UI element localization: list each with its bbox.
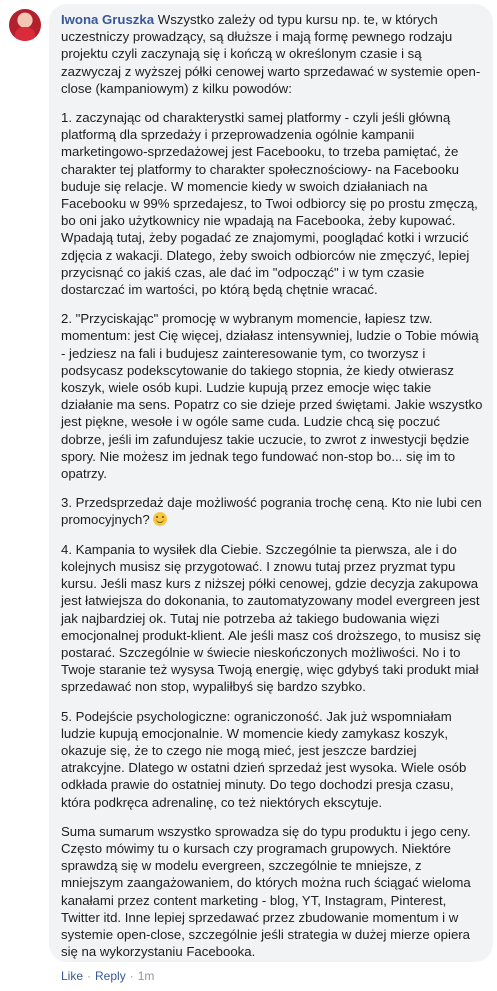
comment-paragraph-0 [61,11,483,97]
smiley-icon [153,512,167,526]
comment-actions [61,968,154,984]
comment-paragraph-2: 2. "Przyciskając" promocję w wybranym momencie, łapiesz tzw. momentum: jest Cię więcej, działasz intensywniej, ludzie o Tobie mówią - jedziesz na fali i budujesz zainteresowanie tym, co tworzysz i podsycasz podekscytowanie do takiego stopnia, że kiedy otwierasz koszyk, wiele osób kupi. Ludzie kupują przez emocje więc takie działanie ma sens. Popatrz co sie dzieje przed świętami. Jakie wszystko jest piękne, wesołe i w ogóle same cuda. Ludzie chcą się poczuć dobrze, jeśli im zafundujesz takie uczucie, to zwrot z inwestycji będzie spory. Nie możesz im jednak tego fundować non-stop bo... się im to opatrzy. [61,311,483,482]
reply-link[interactable]: Reply [95,969,126,983]
comment-paragraph-5: 5. Podejście psychologiczne: ograniczoność. Jak już wspomniałam ludzie kupują emocjonalnie. W momencie kiedy zamykasz koszyk, okazuje się, że to czego nie mogą mieć, jest jeszcze bardziej atrakcyjne. Dlatego w ostatni dzień sprzedaż jest wysoka. Wiele osób odkłada prawie do ostatniej minuty. Do tego dochodzi presja czasu, która podkręca adrenalinę, co też niektórych ekscytuje. [61,708,467,810]
comment-paragraph-4: 4. Kampania to wysiłek dla Ciebie. Szczególnie ta pierwsza, ale i do kolejnych musisz się przygotować. I znowu tutaj przez pryzmat typu kursu. Jeśli masz kurs z niższej półki cenowej, gdzie decyzja zakupowa jest łatwiejsza do dokonania, to zautomatyzowany model evergreen jest jak najbardziej ok. Tutaj nie potrzeba aż takiego budowania więzi emocjonalnej produkt-klient. Ale jeśli masz coś droższego, to musisz się postarać. Szczególnie w świecie nieskończonych możliwości. No i to Twoje staranie też wysysa Twoją energię, więc gdybyś taki produkt miał sprzedawać non stop, wypaliłbyś się bardzo szybko. [61,541,481,695]
author-name[interactable]: Iwona Gruszka [61,12,155,27]
comment-timestamp[interactable]: 1m [137,969,155,983]
comment-paragraph-6: Suma sumarum wszystko sprowadza się do typu produktu i jego ceny. Często mówimy tu o kursach czy programach grupowych. Niektóre sprawdzą się w modelu evergreen, szczególnie te mniejsze, z mniejszym zaangażowaniem, do których można ruch ściągać wieloma kanałami przez content marketing - blog, YT, Instagram, Pinterest, Twitter itd. Inne lepiej sprzedawać przez zbudowanie momentum i w systemie open-close, szczególnie jeśli strategia w dużej mierze opiera się na wykorzystaniu Facebooka. [61,823,471,960]
comment-paragraph-3 [61,494,483,528]
comment-bubble [49,4,493,962]
like-link[interactable]: Like [61,969,84,983]
separator-dot: · [87,969,92,983]
comment-text-0: Wszystko zależy od typu kursu np. te, w których uczestniczy prowadzący, są dłuższe i mają formę pewnego rodzaju projektu czyli zaczynają się i kończą w określonym czasie i są zazwyczaj z wyższej półki cenowej warto sprzedawać w systemie open-close (kampaniowym) z kilku powodów: [61,12,481,96]
avatar[interactable] [9,9,41,41]
comment-text-3: 3. Przedsprzedaż daje możliwość pogrania trochę ceną. Kto nie lubi cen promocyjnych? [61,495,482,528]
separator-dot: · [129,969,134,983]
comment-paragraph-1: 1. zaczynając od charakterystki samej platformy - czyli jeśli główną platformą dla sprzedaży i przeprowadzenia ogólnie kampanii marketingowo-sprzedażowej jest Facebooku, to trzeba pamiętać, że charakter tej platformy to charakter społecznościowy- na Facebooku buduje się relacje. W momencie kiedy w swoich działaniach na Facebooku w 99% sprzedajesz, to Twoi odbiorcy się po prostu zmęczą, bo oni jako użytkownicy nie wpadają na Facebooka, żeby kupować. Wpadają tutaj, żeby pogadać ze znajomymi, pooglądać kotki i wrzucić zdjęcia z wakacji. Dlatego, żeby swoich odbiorców nie zmęczyć, lepiej przycisnąć co jakiś czas, ale dać im "odpocząć" i w tym czasie dostarczać im wartości, po którą będą chętnie wracać. [61,110,478,298]
